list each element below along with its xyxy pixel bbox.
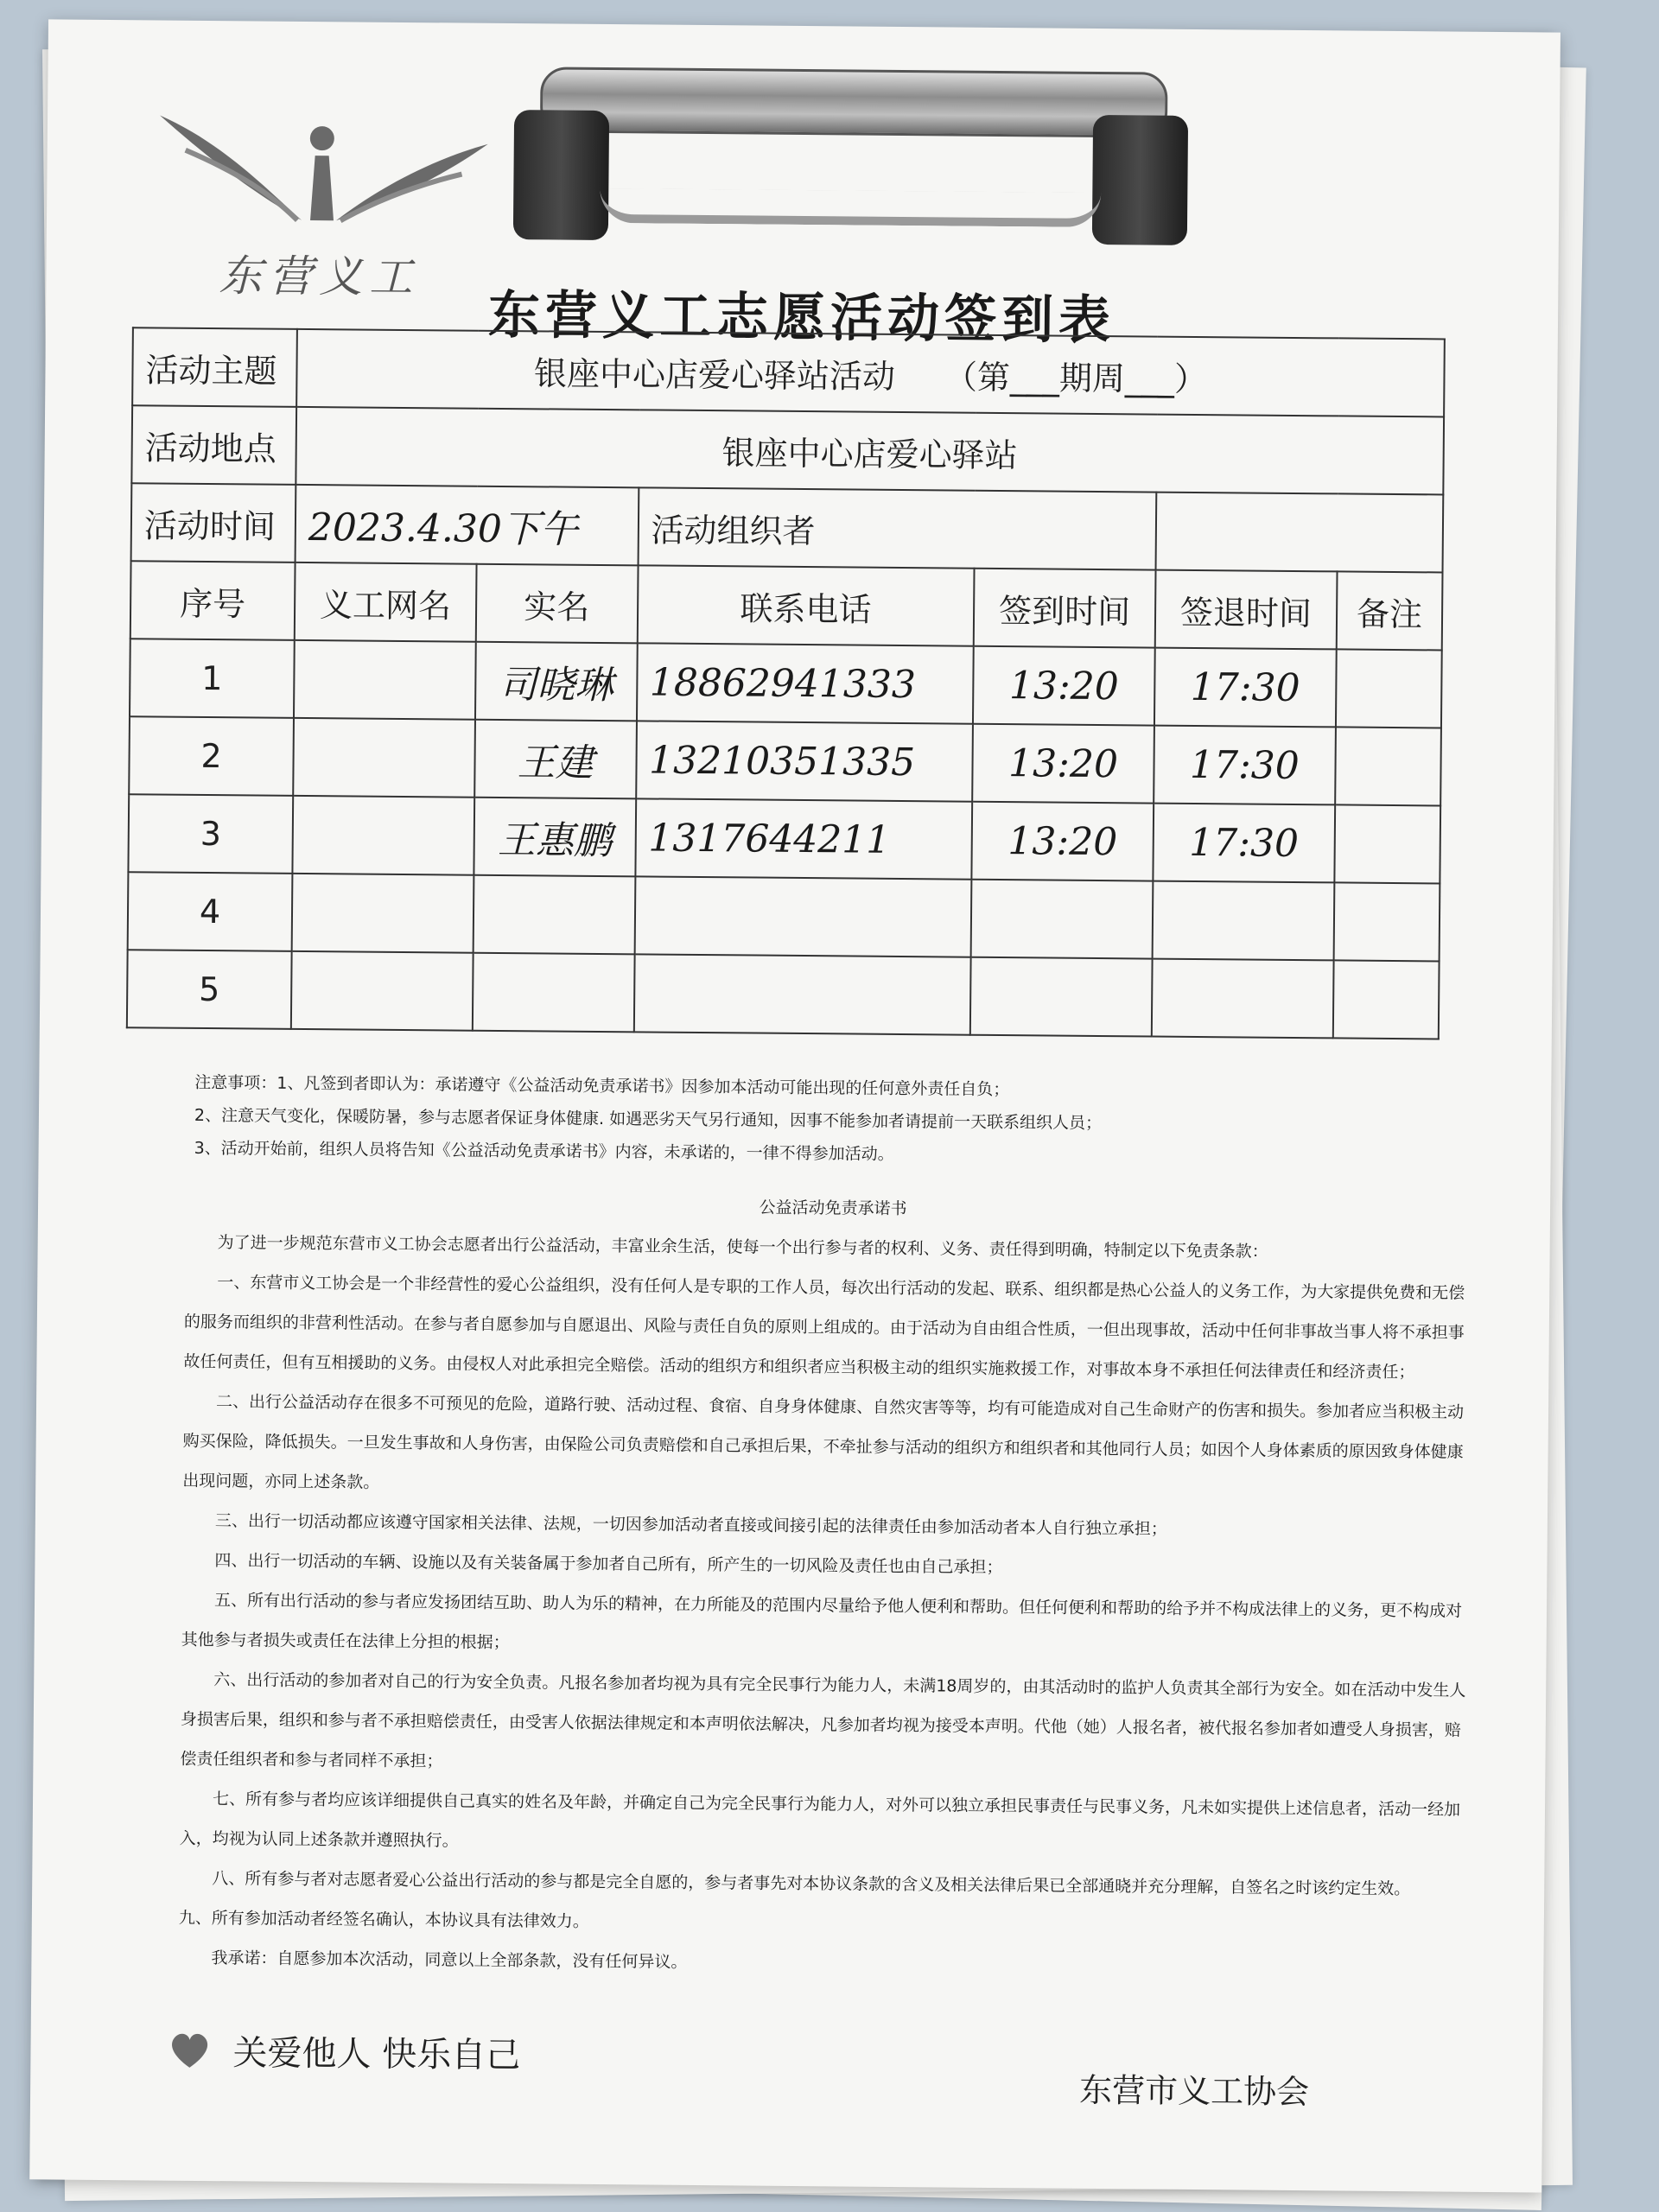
note-cell bbox=[1333, 882, 1440, 961]
place-value: 银座中心店爱心驿站 bbox=[296, 407, 1444, 495]
slogan-text: 关爱他人 快乐自己 bbox=[232, 2033, 521, 2076]
logo-text: 东营义工 bbox=[219, 251, 420, 303]
row-number: 2 bbox=[129, 716, 294, 796]
row-number: 5 bbox=[127, 950, 292, 1029]
table-row bbox=[128, 872, 1440, 961]
check-out-cell: 17:30 bbox=[1154, 726, 1336, 805]
table-row bbox=[127, 950, 1440, 1039]
name-cell: 王惠鹏 bbox=[474, 798, 636, 877]
name-cell: 司晓琳 bbox=[475, 642, 638, 721]
agreement-paragraph: 为了进一步规范东营市义工协会志愿者出行公益活动，丰富业余生活，使每一个出行参与者的权利、义务、责任得到明确，特制定以下免责条款： bbox=[217, 1233, 1268, 1262]
agreement-paragraph: 九、所有参加活动者经签名确认，本协议具有法律效力。 bbox=[178, 1908, 589, 1931]
phone-cell: 18862941333 bbox=[637, 643, 974, 723]
notice-section bbox=[194, 1066, 1473, 1176]
time-value: 2023.4.30下午 bbox=[296, 485, 639, 565]
check-in-cell bbox=[971, 880, 1154, 959]
footer-organization: 东营市义工协会 bbox=[1078, 2070, 1310, 2112]
phone-cell bbox=[633, 954, 970, 1034]
check-in-cell: 13:20 bbox=[973, 646, 1155, 726]
heart-icon bbox=[168, 2031, 210, 2069]
phone-cell: 1317644211 bbox=[635, 798, 972, 879]
topic-row bbox=[132, 327, 1445, 416]
agreement-paragraph: 三、出行一切活动都应该遵守国家相关法律、法规，一切因参加活动者直接或间接引起的法律责任由参加活动者本人自行独立承担； bbox=[214, 1511, 1167, 1539]
name-cell bbox=[473, 953, 635, 1033]
nickname-cell bbox=[292, 874, 474, 953]
binder-clip bbox=[513, 58, 1189, 245]
sign-in-sheet bbox=[29, 19, 1560, 2192]
agreement-paragraph: 一、东营市义工协会是一个非经营性的爱心公益组织，没有任何人是专职的工作人员，每次出行活动的发起、联系、组织都是热心公益人的义务工作，为大家提供免费和无偿的服务而组织的非营利性活动。在参与者自愿参加与自愿退出、风险与责任自负的原则上组成的。由于活动为自由组合性质，一但出现事故，活动中任何非事故当事人将不承担事故任何责任，但有互相援助的义务。由侵权人对此承担完全赔偿。活动的组织方和组织者应当积极主动的组织实施救援工作，对事故本身不承担任何法律责任和经济责任； bbox=[183, 1273, 1465, 1382]
header-cell: 备注 bbox=[1336, 571, 1442, 650]
header-cell: 签到时间 bbox=[974, 569, 1156, 648]
check-out-cell: 17:30 bbox=[1154, 648, 1337, 728]
header-cell: 签退时间 bbox=[1155, 570, 1338, 650]
nickname-cell bbox=[292, 796, 474, 875]
header-row bbox=[130, 561, 1443, 650]
time-label: 活动时间 bbox=[131, 483, 296, 563]
agreement-paragraph: 八、所有参与者对志愿者爱心公益出行活动的参与都是完全自愿的，参与者事先对本协议条款的含义及相关法律后果已全部通晓并充分理解，自签名之时该约定生效。 bbox=[212, 1869, 1411, 1899]
agreement-paragraph: 我承诺：自愿参加本次活动，同意以上全部条款，没有任何异议。 bbox=[211, 1948, 688, 1972]
topic-label: 活动主题 bbox=[132, 327, 297, 407]
sign-in-table bbox=[126, 327, 1446, 1039]
nickname-cell bbox=[294, 640, 476, 720]
time-row bbox=[131, 483, 1444, 572]
agreement-paragraph: 五、所有出行活动的参与者应发扬团结互助、助人为乐的精神，在力所能及的范围内尽量给予他人便利和帮助。但任何便利和帮助的给予并不构成法律上的义务，更不构成对其他参与者损失或责任在法律上分担的根据； bbox=[181, 1591, 1463, 1653]
organizer-label: 活动组织者 bbox=[638, 487, 1156, 569]
footer-slogan bbox=[168, 2025, 520, 2078]
agreement-paragraph: 二、出行公益活动存在很多不可预见的危险，道路行驶、活动过程、食宿、自身身体健康、自然灾害等等，均有可能造成对自己生命财产的伤害和损失。参加者应当积极主动购买保险，降低损失。一旦发生事故和人身伤害，由保险公司负责赔偿和自己承担后果，不牵扯参与活动的组织方和组织者和其他同行人员；如因个人身体素质的原因致身体健康出现问题，亦同上述条款。 bbox=[182, 1392, 1465, 1492]
check-out-cell bbox=[1153, 881, 1335, 961]
check-in-cell bbox=[970, 957, 1153, 1037]
place-row bbox=[131, 405, 1444, 494]
agreement-paragraph: 七、所有参与者均应该详细提供自己真实的姓名及年龄，并确定自己为完全民事行为能力人，对外可以独立承担民事责任与民事义务，凡未如实提供上述信息者，活动一经加入，均视为认同上述条款并遵照执行。 bbox=[179, 1789, 1461, 1851]
note-cell bbox=[1333, 960, 1440, 1039]
name-cell bbox=[473, 875, 635, 955]
nickname-cell bbox=[291, 951, 474, 1031]
organizer-value bbox=[1155, 493, 1443, 573]
header-cell: 序号 bbox=[130, 561, 296, 640]
check-out-cell bbox=[1152, 959, 1334, 1039]
agreement-paragraph: 六、出行活动的参加者对自己的行为安全负责。凡报名参加者均视为具有完全民事行为能力人，未满18周岁的，由其活动时的监护人负责其全部行为安全。如在活动中发生人身损害后果，组织和参与者不承担赔偿责任，由受害人依据法律规定和本声明依法解决，凡参加者均视为接受本声明。代他（她）人报名者，被代报名参加者如遭受人身损害，赔偿责任组织者和参与者同样不承担； bbox=[180, 1670, 1466, 1771]
row-number: 3 bbox=[128, 794, 293, 874]
check-out-cell: 17:30 bbox=[1153, 804, 1335, 883]
table-row bbox=[129, 716, 1441, 805]
row-number: 1 bbox=[130, 639, 295, 718]
check-in-cell: 13:20 bbox=[972, 802, 1154, 881]
phone-cell bbox=[634, 876, 971, 957]
topic-value: 银座中心店爱心驿站活动 （第___期周___） bbox=[296, 329, 1445, 417]
header-cell: 联系电话 bbox=[637, 565, 974, 645]
table-row bbox=[130, 639, 1442, 728]
place-label: 活动地点 bbox=[131, 405, 296, 485]
agreement-title: 公益活动免责承诺书 bbox=[759, 1198, 907, 1219]
check-in-cell: 13:20 bbox=[972, 724, 1154, 804]
phone-cell: 13210351335 bbox=[636, 721, 973, 801]
note-cell bbox=[1334, 804, 1440, 883]
name-cell: 王建 bbox=[474, 720, 637, 799]
agreement-paragraph: 四、出行一切活动的车辆、设施以及有关装备属于参加者自己所有，所产生的一切风险及责任也由自己承担； bbox=[214, 1551, 1003, 1578]
notice-line: 2、注意天气变化，保暖防暑，参与志愿者保证身体健康. 如遇恶劣天气另行通知，因事不能参加者请提前一天联系组织人员； bbox=[194, 1105, 1103, 1134]
disclaimer-agreement bbox=[178, 1183, 1481, 1989]
page-title: 东营义工志愿活动签到表 bbox=[487, 284, 1116, 352]
header-cell: 义工网名 bbox=[295, 563, 477, 642]
header-cell: 实名 bbox=[476, 564, 639, 644]
eagle-logo-icon bbox=[150, 89, 498, 247]
table-row bbox=[128, 794, 1440, 883]
row-number: 4 bbox=[128, 872, 293, 951]
notice-line: 注意事项：1、凡签到者即认为：承诺遵守《公益活动免责承诺书》因参加本活动可能出现的任何意外责任自负； bbox=[194, 1072, 1010, 1100]
note-cell bbox=[1336, 649, 1442, 728]
nickname-cell bbox=[293, 718, 475, 798]
notice-line: 3、活动开始前，组织人员将告知《公益活动免责承诺书》内容，未承诺的，一律不得参加活动。 bbox=[194, 1138, 894, 1164]
note-cell bbox=[1335, 727, 1441, 805]
